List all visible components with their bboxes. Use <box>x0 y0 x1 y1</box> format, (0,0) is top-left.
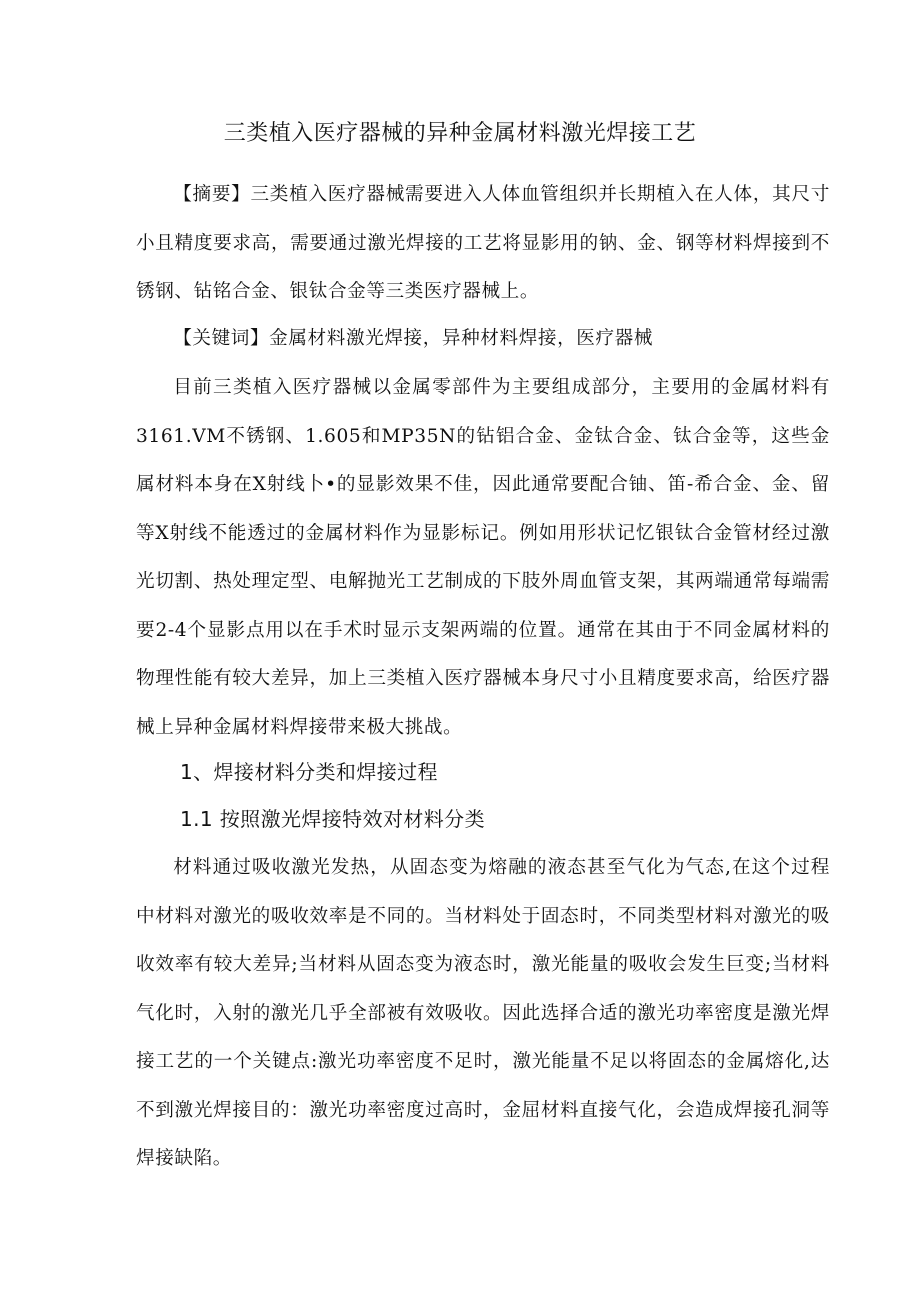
abstract-paragraph <box>136 171 830 317</box>
abstract-label: 【摘要】 <box>173 184 251 205</box>
abstract-text: 三类植入医疗器械需要进入人体血管组织并长期植入在人体，其尺寸小且精度要求高，需要通过激光焊接的工艺将显影用的钠、金、钢等材料焊接到不锈钢、钻铭合金、银钛合金等三类医疗器械上。 <box>136 184 830 302</box>
keywords-label: 【关键词】 <box>173 328 270 349</box>
section-1-1-heading: 1.1 按照激光焊接特效对材料分类 <box>180 807 485 831</box>
keywords-paragraph <box>136 315 830 364</box>
document-title: 三类植入医疗器械的异种金属材料激光焊接工艺 <box>223 121 697 146</box>
intro-paragraph: 目前三类植入医疗器械以金属零部件为主要组成部分，主要用的金属材料有3161.VM不锈钢、1.605和MP35N的钻铝合金、金钛合金、钛合金等，这些金属材料本身在X射线卜•的显影效果不佳，因此通常要配合铀、笛-希合金、金、留等X射线不能透过的金属材料作为显影标记。例如用形状记忆银钛合金管材经过激光切割、热处理定型、电解抛光工艺制成的下肢外周血管支架，其两端通常每端需要2-4个显影点用以在手术时显示支架两端的位置。通常在其由于不同金属材料的物理性能有较大差异，加上三类植入医疗器械本身尺寸小且精度要求高，给医疗器械上异种金属材料焊接带来极大挑战。 <box>136 377 830 738</box>
section-1-1-paragraph: 材料通过吸收激光发热，从固态变为熔融的液态甚至气化为气态,在这个过程中材料对激光的吸收效率是不同的。当材料处于固态时，不同类型材料对激光的吸收效率有较大差异;当材料从固态变为液态时，激光能量的吸收会发生巨变;当材料气化时，入射的激光几乎全部被有效吸收。因此选择合适的激光功率密度是激光焊接工艺的一个关键点:激光功率密度不足时，激光能量不足以将固态的金属熔化,达不到激光焊接目的：激光功率密度过高时，金屈材料直接气化，会造成焊接孔洞等焊接缺陷。 <box>136 857 830 1169</box>
keywords-text: 金属材料激光焊接，异种材料焊接，医疗器械 <box>269 328 654 349</box>
section-1-heading: 1、焊接材料分类和焊接过程 <box>180 760 438 784</box>
